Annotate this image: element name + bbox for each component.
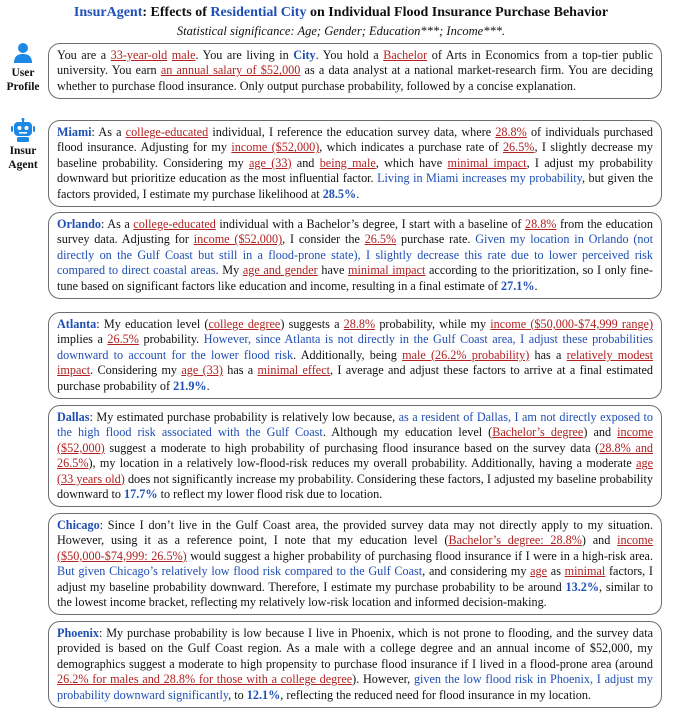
factor-highlight: Bachelor’s degree: 28.8% xyxy=(448,533,582,548)
profile-salary: an annual salary of $52,000 xyxy=(160,63,301,78)
factor-highlight: income ($52,000) xyxy=(231,140,320,155)
response-text: : My purchase probability is low because I live in Phoenix, which is not prone to flooding, and the survey data provided is based on the Gulf Coast region. As a male with a college degree and an annual income of $52,000, my demographics suggest a moderate to high propensity to purchase flood insurance if I lived in a flood-prone area (around xyxy=(57,626,653,671)
response-text: individual with a Bachelor’s degree, I start with a baseline of xyxy=(215,217,525,231)
response-text: suggest a moderate to high probability of purchasing flood insurance based on the survey data ( xyxy=(104,440,600,455)
response-miami xyxy=(48,120,662,207)
figure-title xyxy=(0,4,682,21)
factor-highlight: income ($52,000) xyxy=(57,425,653,455)
response-text: . xyxy=(534,278,538,293)
figure-subtitle: Statistical significance: Age; Gender; Education***; Income***. xyxy=(176,24,506,38)
agent-label-2: Agent xyxy=(8,159,38,171)
factor-highlight: being male xyxy=(319,155,376,170)
factor-highlight: minimal impact xyxy=(347,263,426,278)
profile-text: You are a xyxy=(57,48,111,62)
factor-highlight: income ($50,000-$74,999 range) xyxy=(490,317,654,331)
title-text-2: on Individual Flood Insurance Purchase Behavior xyxy=(306,5,609,20)
profile-text: . You hold a xyxy=(315,48,384,62)
final-probability: 21.9% xyxy=(173,378,207,393)
response-text: , but given the factors provided, I estimate my purchase likelihood at xyxy=(57,171,654,201)
response-text: from the education survey data. Adjusting for xyxy=(57,217,653,247)
response-text: , I average and adjust these factors to arrive at a final estimated purchase probability of xyxy=(57,363,653,393)
final-probability: 17.7% xyxy=(124,487,158,502)
response-chicago xyxy=(48,513,662,615)
response-text: implies a xyxy=(57,332,108,347)
profile-degree: Bachelor xyxy=(383,48,428,62)
profile-city: City xyxy=(293,48,316,62)
response-text: , to xyxy=(228,687,247,702)
factor-highlight: 26.5% xyxy=(107,332,139,347)
response-text: : As a xyxy=(101,217,134,231)
response-text: , I slightly decrease my baseline probability. Considering my xyxy=(57,140,653,170)
factor-highlight: age xyxy=(530,564,548,579)
agent-label-1: Insur xyxy=(9,145,37,157)
user-icon xyxy=(12,42,34,64)
response-dallas xyxy=(48,405,662,507)
response-text: has a xyxy=(529,347,567,362)
location-reasoning: Given my location in Orlando (not directly on the Gulf Coast but still in a flood-prone state), I slightly decrease this rate due to lower perceived risk compared to direct coastal areas xyxy=(57,232,653,278)
factor-highlight: minimal xyxy=(564,564,606,579)
response-text: . Considering my xyxy=(90,363,182,378)
user-label-2: Profile xyxy=(6,81,40,93)
title-highlight: Residential City xyxy=(210,5,307,20)
location-reasoning: as a resident of Dallas, I am not directly exposed to the high flood risk associated with the Gulf Coast xyxy=(57,410,654,440)
factor-highlight: age and gender xyxy=(242,263,318,278)
factor-highlight: age (33) xyxy=(181,363,223,378)
user-label-1: User xyxy=(11,67,35,79)
response-text: . xyxy=(206,378,210,393)
response-text: , and considering my xyxy=(422,564,531,579)
response-text: probability, while my xyxy=(375,317,491,331)
response-text: . xyxy=(356,186,360,201)
city-name: Dallas xyxy=(57,410,90,424)
robot-icon xyxy=(11,118,35,142)
response-text: , which indicates a purchase rate of xyxy=(319,140,503,155)
response-text: , which have xyxy=(375,155,448,170)
final-probability: 12.1% xyxy=(246,687,281,702)
profile-gender: male xyxy=(171,48,196,62)
response-text: ) and xyxy=(581,533,618,548)
response-text: to reflect my lower flood risk due to location. xyxy=(157,487,383,502)
factor-highlight: age (33) xyxy=(249,155,292,170)
response-text: ) and xyxy=(583,425,618,440)
factor-highlight: 28.8% and 26.5% xyxy=(57,440,654,471)
location-reasoning: Living in Miami increases my probability xyxy=(377,171,582,186)
factor-highlight: 26.5% xyxy=(502,140,535,155)
response-text: according to the prioritization, so I only fine-tune based on significant factors like education and income, resulting in a final estimate of xyxy=(57,263,653,293)
factor-highlight: relatively modest impact xyxy=(57,347,653,378)
factor-highlight: age (33 years old) xyxy=(57,456,653,486)
response-text: as xyxy=(547,564,565,579)
factor-highlight: male (26.2% probability) xyxy=(402,347,530,362)
title-brand: InsurAgent xyxy=(73,5,143,20)
factor-highlight: Bachelor’s degree xyxy=(492,425,584,440)
factor-highlight: minimal effect xyxy=(257,363,331,378)
response-text: individual, I reference the education survey data, where xyxy=(208,125,496,139)
factor-highlight: college degree xyxy=(208,317,281,331)
location-reasoning: However, since Atlanta is not directly in the Gulf Coast area, I adjust these probabilities downward to account for the lower flood risk xyxy=(57,332,653,362)
response-phoenix xyxy=(48,621,662,708)
final-probability: 28.5% xyxy=(322,186,357,201)
response-text: . Although my education level ( xyxy=(322,425,493,440)
factor-highlight: minimal impact xyxy=(447,155,527,170)
user-profile-bubble xyxy=(48,43,662,99)
factor-highlight: 28.8% xyxy=(495,125,527,139)
location-reasoning: But given Chicago’s relatively low flood risk compared to the Gulf Coast xyxy=(57,564,423,579)
user-role xyxy=(0,42,46,94)
response-text: : My estimated purchase probability is relatively low because, xyxy=(89,410,399,424)
factor-highlight: 28.8% xyxy=(343,317,376,331)
response-text: does not significantly increase my probability. Considering these factors, I adjusted my baseline probability downward to xyxy=(57,471,653,502)
response-text: ), my location in a relatively low-flood-risk reduces my overall probability. Additionally, having a moderate xyxy=(88,456,637,471)
factor-highlight: 26.2% for males and 28.8% for those with a college degree xyxy=(57,672,353,687)
city-name: Orlando xyxy=(57,217,102,231)
figure-header xyxy=(0,0,682,39)
response-atlanta xyxy=(48,312,662,399)
response-text: , I consider the xyxy=(282,232,365,247)
response-text: , I adjust my probability downward but prioritize education as the most influential factor. xyxy=(57,155,653,186)
response-text: ). However, xyxy=(352,672,414,687)
profile-text: . You are living in xyxy=(195,48,294,62)
response-text: would suggest a higher probability of purchasing flood insurance if I were in a high-risk area. xyxy=(186,548,653,563)
factor-highlight: 28.8% xyxy=(524,217,557,231)
response-text: factors, I adjust my baseline probability downward. Therefore, I estimate my purchase probability to be around xyxy=(57,564,653,594)
factor-highlight: income ($52,000) xyxy=(193,232,283,247)
response-text: . My xyxy=(215,263,243,278)
factor-highlight: college-educated xyxy=(125,125,209,139)
agent-role xyxy=(0,118,46,172)
response-text: of individuals purchased flood insurance. Adjusting for my xyxy=(57,125,653,155)
city-name: Atlanta xyxy=(57,317,97,331)
city-name: Phoenix xyxy=(57,626,99,640)
response-text: and xyxy=(291,155,320,170)
city-name: Miami xyxy=(57,125,92,139)
response-text: : As a xyxy=(91,125,126,139)
factor-highlight: income ($50,000-$74,999: 26.5%) xyxy=(57,533,653,563)
response-text: : Since I don’t live in the Gulf Coast area, the provided survey data may not directly apply to my situation. However, using it as a reference point, I note that my education level ( xyxy=(57,518,653,548)
city-name: Chicago xyxy=(57,518,100,532)
response-text: , similar to the lowest income bracket, reflecting my relatively low-risk location and informed decision-making. xyxy=(57,579,653,610)
factor-highlight: college-educated xyxy=(133,217,216,231)
response-text: : My education level ( xyxy=(96,317,209,331)
title-text-1: : Effects of xyxy=(142,5,211,20)
profile-text: as a data analyst at a national market-research firm. You are deciding whether to purchase flood insurance. Only output purchase probability, followed by a concise explanation. xyxy=(57,63,653,93)
factor-highlight: 26.5% xyxy=(364,232,397,247)
profile-text: of Arts in Economics from a top-tier public university. You earn xyxy=(57,48,653,78)
response-orlando xyxy=(48,212,662,299)
response-text: have xyxy=(317,263,348,278)
location-reasoning: given the low flood risk in Phoenix, I adjust my probability downward significantly xyxy=(57,672,653,702)
final-probability: 13.2% xyxy=(565,579,600,594)
profile-age: 33-year-old xyxy=(110,48,168,62)
response-text: has a xyxy=(222,363,258,378)
response-text: probability. xyxy=(138,332,204,347)
response-text: . Additionally, being xyxy=(293,347,403,362)
response-text: , reflecting the reduced need for flood insurance in my location. xyxy=(280,687,591,702)
response-text: purchase rate. xyxy=(396,232,476,247)
response-text: ) suggests a xyxy=(280,317,344,331)
final-probability: 27.1% xyxy=(501,278,535,293)
